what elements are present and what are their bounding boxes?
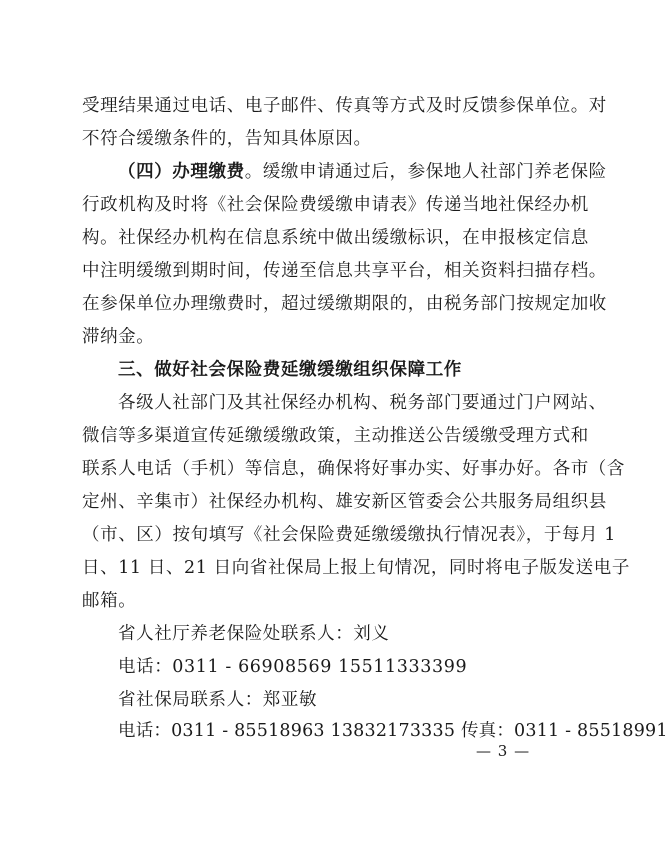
paragraph-line: 微信等多渠道宣传延缴缓缴政策，主动推送公告缓缴受理方式和 — [82, 426, 589, 446]
paragraph-line: 各级人社部门及其社保经办机构、税务部门要通过门户网站、 — [118, 393, 607, 413]
contact-phone: 电话：0311 - 66908569 15511333399 — [118, 657, 468, 677]
paragraph-line: 邮箱。 — [82, 591, 137, 611]
contact-name: 省社保局联系人：郑亚敏 — [118, 690, 318, 710]
paragraph-line: （市、区）按旬填写《社会保险费延缴缓缴执行情况表》，于每月 1 — [82, 525, 617, 545]
paragraph-line: 日、11 日、21 日向省社保局上报上旬情况，同时将电子版发送电子 — [82, 558, 630, 578]
paragraph-text: 。缓缴申请通过后，参保地人社部门养老保险 — [244, 162, 607, 182]
paragraph-line: 滞纳金。 — [82, 327, 155, 347]
paragraph-line: 行政机构及时将《社会保险费缓缴申请表》传递当地社保经办机 — [82, 195, 589, 215]
paragraph-line: 中注明缓缴到期时间，传递至信息共享平台，相关资料扫描存档。 — [82, 261, 607, 281]
paragraph-line: 构。社保经办机构在信息系统中做出缓缴标识，在申报核定信息 — [82, 228, 589, 248]
paragraph-line: 受理结果通过电话、电子邮件、传真等方式及时反馈参保单位。对 — [82, 96, 607, 116]
paragraph-line: 不符合缓缴条件的，告知具体原因。 — [82, 129, 372, 149]
contact-name: 省人社厅养老保险处联系人：刘义 — [118, 624, 390, 644]
subsection-label: （四）办理缴费 — [118, 162, 245, 182]
paragraph-line: 联系人电话（手机）等信息，确保将好事办实、好事办好。各市（含 — [82, 459, 625, 479]
section-heading: 三、做好社会保险费延缴缓缴组织保障工作 — [118, 360, 462, 380]
paragraph-line — [118, 160, 607, 184]
page-number: — 3 — — [476, 742, 531, 760]
paragraph-line: 定州、辛集市）社保经办机构、雄安新区管委会公共服务局组织县 — [82, 492, 607, 512]
paragraph-line: 在参保单位办理缴费时，超过缓缴期限的，由税务部门按规定加收 — [82, 294, 607, 314]
contact-phone: 电话：0311 - 85518963 13832173335 传真：0311 - 85518991 — [118, 721, 668, 741]
